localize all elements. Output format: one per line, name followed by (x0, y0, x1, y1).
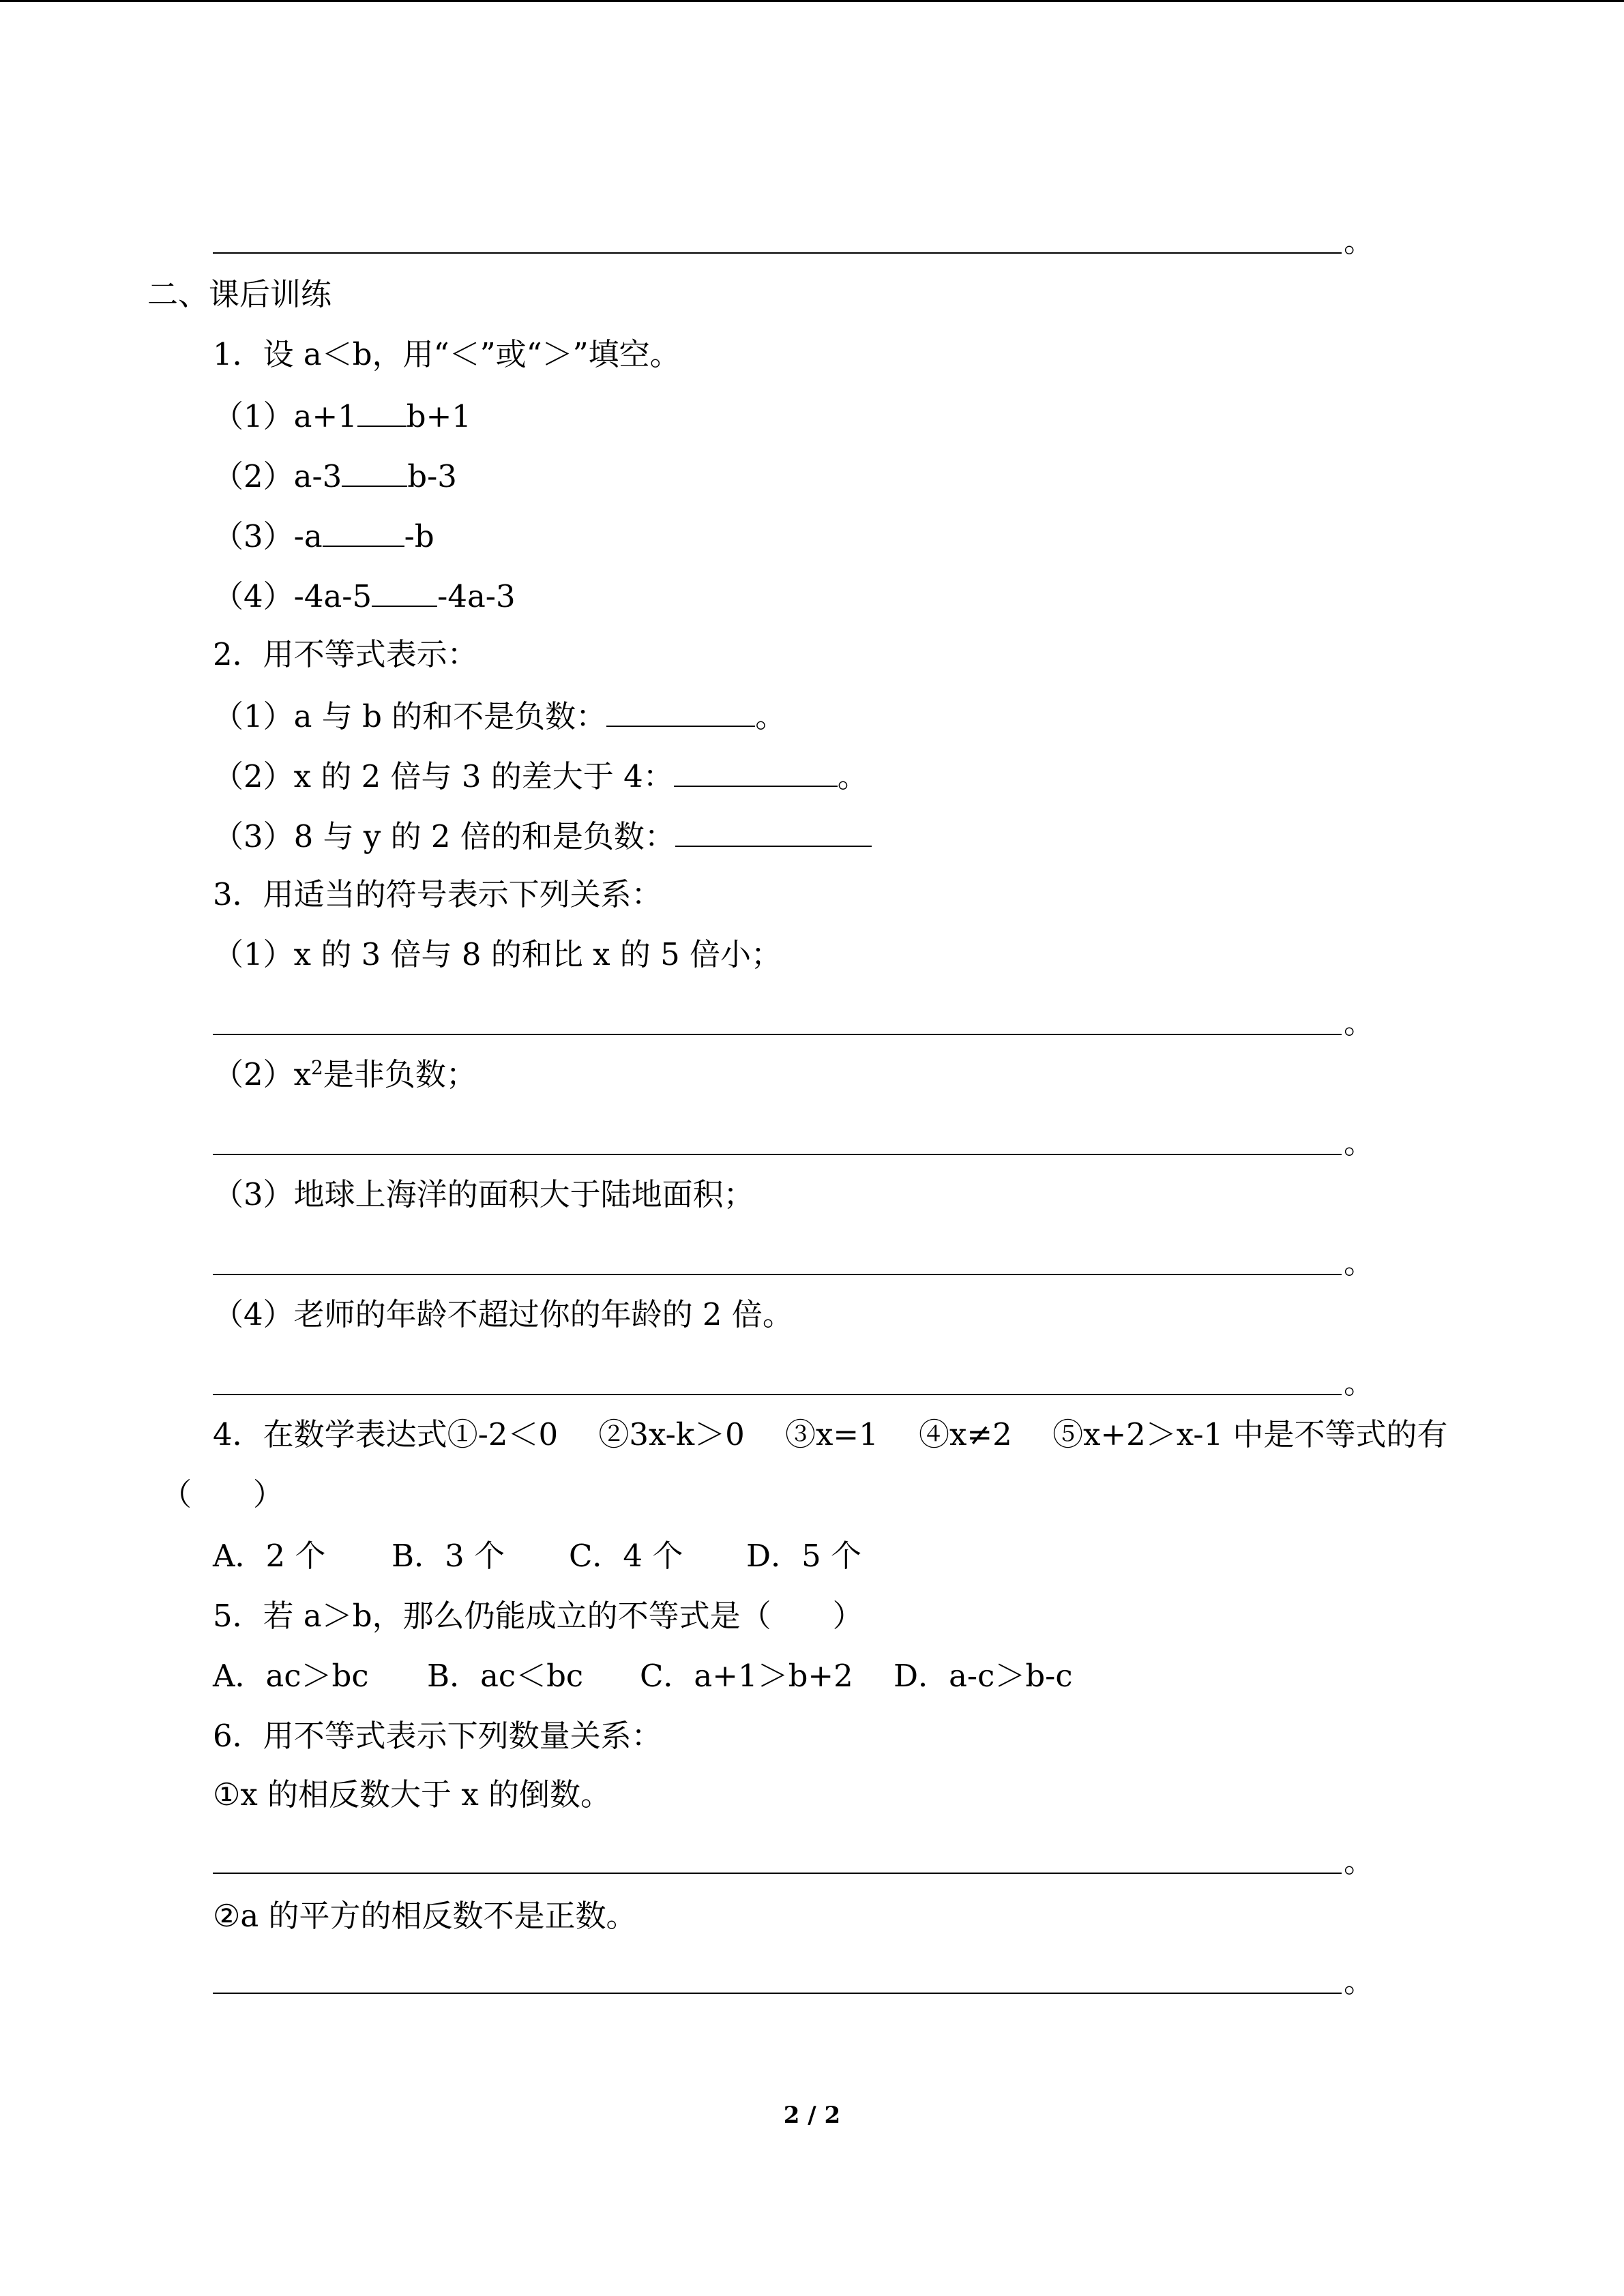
q1-item-4: （4）-4a-5 -4a-3 (213, 576, 516, 616)
q3-item-3-answer-line[interactable] (213, 1274, 1342, 1275)
answer-period: 。 (1344, 1365, 1375, 1401)
q4-option-d[interactable]: D．5 个 (746, 1538, 862, 1574)
q6-item-1-answer-line[interactable] (213, 1873, 1342, 1874)
answer-period: 。 (1344, 1963, 1375, 1999)
answer-line-carryover[interactable] (213, 252, 1342, 254)
q1-item-4-blank[interactable] (372, 576, 437, 607)
answer-period: 。 (1344, 223, 1375, 259)
q3-item-2: $(2)x^2$是非负数； (213, 1056, 477, 1092)
q1-item-1-blank[interactable] (357, 396, 407, 427)
q6-item-1: ①x 的相反数大于 x 的倒数。 (213, 1776, 612, 1813)
q5-stem: 5．若 a＞b，那么仍能成立的不等式是（ ） (213, 1598, 863, 1634)
section-title: 二、课后训练 (147, 276, 332, 312)
q4-option-a[interactable]: A．2 个 (213, 1538, 326, 1574)
q4-answer-paren[interactable]: （ ） (161, 1476, 284, 1512)
q3-item-4-answer-line[interactable] (213, 1394, 1342, 1395)
q2-stem: 2．用不等式表示： (213, 636, 478, 672)
q3-stem: 3．用适当的符号表示下列关系： (213, 876, 662, 912)
q4-option-b[interactable]: B．3 个 (392, 1538, 505, 1574)
q6-item-2: ②a 的平方的相反数不是正数。 (213, 1898, 637, 1934)
q1-item-3: （3）-a -b (213, 516, 434, 556)
q6-item-2-answer-line[interactable] (213, 1993, 1342, 1994)
q1-item-2: （2）a-3 b-3 (213, 456, 457, 496)
q3-item-1: （1）x 的 3 倍与 8 的和比 x 的 5 倍小； (213, 936, 782, 972)
q2-item-1-blank[interactable] (606, 696, 755, 727)
q4-stem: 4．在数学表达式①-2＜0 ②3x-k＞0 ③x=1 ④x≠2 ⑤x+2＞x-1 中是不等式的有 (213, 1416, 1448, 1452)
q2-item-3-blank[interactable] (675, 816, 872, 847)
q5-option-d[interactable]: D．a-c＞b-c (894, 1658, 1073, 1694)
q1-stem: 1．设 a＜b，用“＜”或“＞”填空。 (213, 336, 681, 372)
q3-item-3: （3）地球上海洋的面积大于陆地面积； (213, 1176, 754, 1212)
answer-period: 。 (1344, 1843, 1375, 1879)
answer-period: 。 (1344, 1004, 1375, 1041)
q3-item-4: （4）老师的年龄不超过你的年龄的 2 倍。 (213, 1296, 793, 1332)
q3-item-1-answer-line[interactable] (213, 1034, 1342, 1035)
answer-period: 。 (1344, 1244, 1375, 1281)
q2-item-1: （1）a 与 b 的和不是负数： 。 (213, 696, 786, 736)
q5-option-c[interactable]: C．a+1＞b+2 (640, 1658, 853, 1694)
superscript: 2 (311, 1056, 323, 1079)
page-top-border (0, 0, 1624, 2)
q5-option-a[interactable]: A．ac＞bc (213, 1658, 369, 1694)
q6-stem: 6．用不等式表示下列数量关系： (213, 1718, 662, 1754)
q2-item-2: （2）x 的 2 倍与 3 的差大于 4： 。 (213, 756, 868, 796)
q4-option-c[interactable]: C．4 个 (569, 1538, 683, 1574)
answer-period: 。 (1344, 1124, 1375, 1161)
q1-item-2-blank[interactable] (342, 456, 407, 487)
q2-item-3: （3）8 与 y 的 2 倍的和是负数： (213, 816, 872, 856)
q5-option-b[interactable]: B．ac＜bc (427, 1658, 584, 1694)
page-number: 2 / 2 (783, 2102, 841, 2129)
q1-item-3-blank[interactable] (323, 516, 404, 547)
q1-item-1: （1）a+1 b+1 (213, 396, 471, 436)
q3-item-2-answer-line[interactable] (213, 1154, 1342, 1155)
q2-item-2-blank[interactable] (674, 756, 838, 787)
